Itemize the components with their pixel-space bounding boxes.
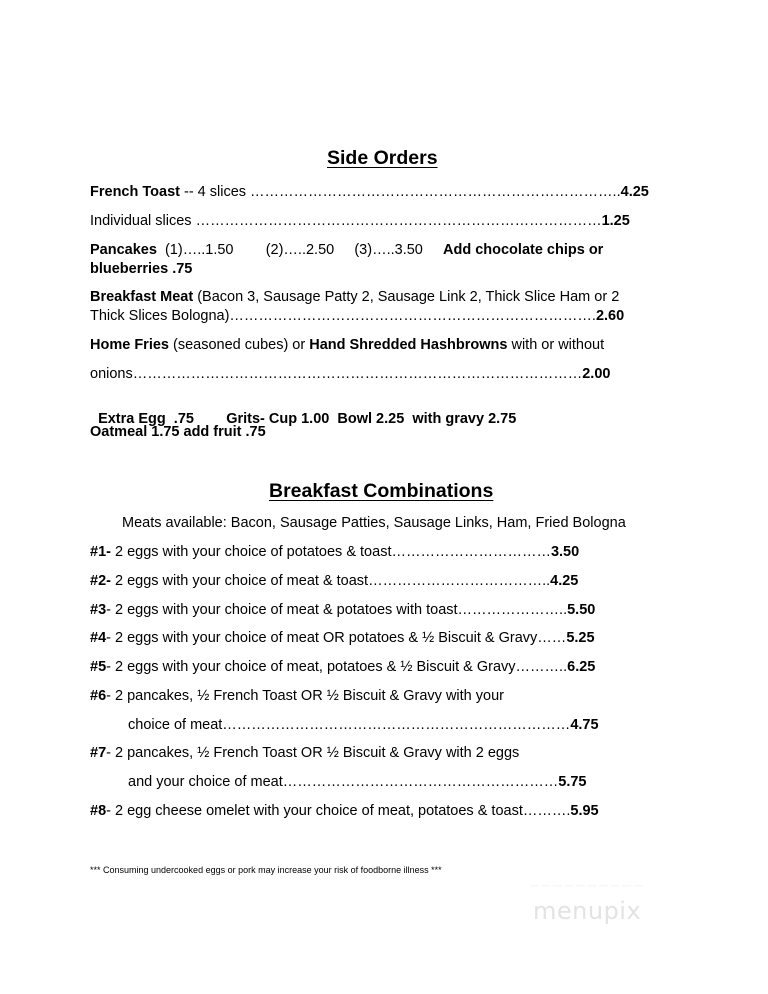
combo-price: 6.25 [567,659,596,675]
home-fries-line1 [90,337,604,353]
combo-price: 5.50 [567,602,596,618]
combo-item-cont [128,717,599,733]
combo-price: 4.75 [570,717,599,733]
combo-item [90,745,519,761]
french-toast-desc: -- 4 slices ………………………………………………………………….. [179,184,621,200]
meats-available: Meats available: Bacon, Sausage Patties, Sausage Links, Ham, Fried Bologna [122,515,626,531]
home-fries-line2 [90,366,610,382]
combo-desc: 2 eggs with your choice of potatoes & toast…………………………… [110,544,551,560]
combo-item [90,803,599,819]
combo-item [90,602,595,618]
combo-item-cont [128,774,587,790]
french-toast-price: 4.25 [620,184,649,200]
combo-num: #6 [90,688,107,704]
breakfast-meat-desc2: Thick Slices Bologna)…………………………………………………………………. [90,308,596,324]
combo-num: #1- [90,544,111,560]
combo-item [90,659,595,675]
pancakes-addon: Add chocolate chips or blueberries .75 [90,242,604,277]
menupix-watermark: menupix [533,897,642,925]
oatmeal-row [90,424,266,440]
food-safety-warning: *** Consuming undercooked eggs or pork may increase your risk of foodborne illness *** [90,865,442,875]
combo-item [90,544,579,560]
home-fries-end: with or without [507,337,605,353]
combo-num: #4 [90,630,107,646]
combo-price: 5.75 [558,774,587,790]
combo-desc: - 2 egg cheese omelet with your choice of meat, potatoes & toast………. [106,803,571,819]
combo-item [90,573,578,589]
combo-desc: - 2 pancakes, ½ French Toast OR ½ Biscuit & Gravy with your [106,688,504,704]
combo-desc: - 2 eggs with your choice of meat OR potatoes & ½ Biscuit & Gravy…… [106,630,567,646]
combo-num: #3 [90,602,107,618]
extra-egg-grits-row [90,395,516,427]
combo-desc2: and your choice of meat………………………………………………… [128,774,559,790]
breakfast-meat-line2 [90,308,624,324]
home-fries-desc2: onions………………………………………………………………………………… [90,366,583,382]
pancakes-options: (1)…..1.50 (2)…..2.50 (3)…..3.50 [156,242,443,258]
pancakes-row [90,241,635,279]
home-fries-mid: (seasoned cubes) or [168,337,310,353]
combo-item [90,688,504,704]
pancakes-name: Pancakes [90,242,157,258]
combo-desc2: choice of meat……………………………………………………………… [128,717,571,733]
combo-num: #8 [90,803,107,819]
combo-item [90,630,595,646]
combos-title: Breakfast Combinations [269,480,494,502]
combo-price: 4.25 [550,573,579,589]
home-fries-name: Home Fries [90,337,169,353]
french-toast-name: French Toast [90,184,180,200]
combo-desc: - 2 eggs with your choice of meat & potatoes with toast………………….. [106,602,568,618]
extra-egg-grits-text: Extra Egg .75 Grits- Cup 1.00 Bowl 2.25 with gravy 2.75 [98,411,517,427]
individual-slices-price: 1.25 [601,213,630,229]
combo-num: #7 [90,745,107,761]
combo-desc: 2 eggs with your choice of meat & toast……………………………….. [110,573,551,589]
breakfast-meat-name: Breakfast Meat [90,289,194,305]
combo-num: #5 [90,659,107,675]
oatmeal-text: Oatmeal 1.75 add fruit .75 [90,424,266,440]
hashbrowns-name: Hand Shredded Hashbrowns [309,337,508,353]
combo-price: 5.95 [570,803,599,819]
watermark-line: — — — — — — — — — — [530,880,643,890]
breakfast-meat-desc: (Bacon 3, Sausage Patty 2, Sausage Link 2, Thick Slice Ham or 2 [193,289,620,305]
individual-slices-desc: Individual slices ………………………………………………………………………… [90,213,602,229]
combo-price: 3.50 [550,544,580,560]
home-fries-price: 2.00 [582,366,611,382]
french-toast-row [90,184,649,200]
combo-desc: - 2 eggs with your choice of meat, potatoes & ½ Biscuit & Gravy……….. [106,659,568,675]
breakfast-meat-line1 [90,289,619,305]
side-orders-title: Side Orders [327,147,438,169]
breakfast-meat-price: 2.60 [595,308,625,324]
combo-price: 5.25 [566,630,595,646]
combo-desc: - 2 pancakes, ½ French Toast OR ½ Biscuit & Gravy with 2 eggs [106,745,520,761]
combo-num: #2- [90,573,111,589]
individual-slices-row [90,213,630,229]
